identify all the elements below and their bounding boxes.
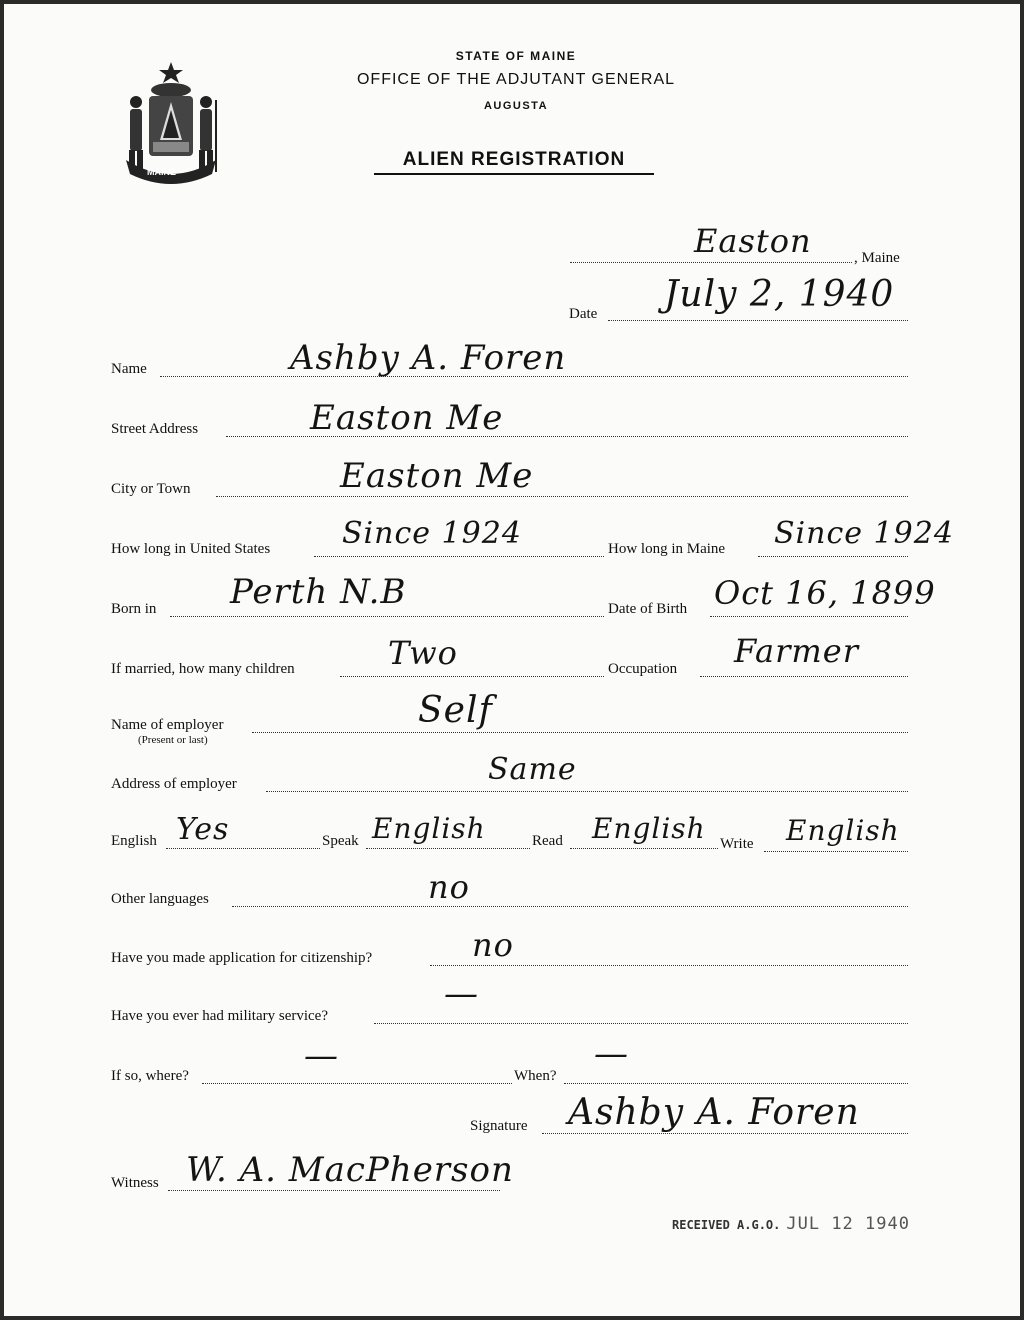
children-value: Two — [388, 634, 458, 672]
city-label: City or Town — [111, 481, 191, 497]
employer-value: Self — [418, 690, 493, 731]
place-suffix: , Maine — [854, 250, 900, 266]
occupation-line — [700, 676, 908, 677]
received-stamp-label: RECEIVED A.G.O. — [672, 1218, 781, 1232]
born-line — [170, 616, 604, 617]
employer-address-label: Address of employer — [111, 776, 237, 792]
witness-value: W. A. MacPherson — [186, 1150, 514, 1190]
dob-value: Oct 16, 1899 — [714, 574, 936, 612]
military-line — [374, 1023, 908, 1024]
where-line — [202, 1083, 512, 1084]
received-stamp — [672, 1214, 910, 1234]
english-line — [166, 848, 320, 849]
office-heading: OFFICE OF THE ADJUTANT GENERAL — [356, 71, 676, 88]
city-heading: AUGUSTA — [483, 100, 549, 112]
write-value: English — [786, 814, 900, 847]
us-time-value: Since 1924 — [342, 516, 522, 551]
signature-line — [542, 1133, 908, 1134]
date-line — [608, 320, 908, 321]
write-line — [764, 851, 908, 852]
registration-form — [4, 4, 1020, 1316]
other-languages-line — [232, 906, 908, 907]
occupation-label: Occupation — [608, 661, 678, 677]
where-value: — — [304, 1036, 339, 1076]
born-value: Perth N.B — [230, 572, 407, 612]
read-line — [570, 848, 718, 849]
speak-value: English — [372, 812, 486, 845]
military-label: Have you ever had military service? — [111, 1008, 328, 1024]
citizenship-value: no — [472, 926, 514, 964]
english-label: English — [111, 833, 157, 849]
when-value: — — [594, 1034, 629, 1074]
name-label: Name — [111, 361, 147, 377]
city-line — [216, 496, 908, 497]
employer-address-value: Same — [488, 752, 577, 787]
signature-value: Ashby A. Foren — [568, 1092, 860, 1133]
born-label: Born in — [111, 601, 157, 617]
received-stamp-date: JUL 12 1940 — [786, 1214, 910, 1234]
place-line — [570, 262, 852, 263]
maine-time-value: Since 1924 — [774, 516, 954, 551]
citizenship-label: Have you made application for citizenship? — [111, 950, 373, 966]
dob-label: Date of Birth — [608, 601, 688, 617]
witness-label: Witness — [111, 1175, 159, 1191]
read-value: English — [592, 812, 706, 845]
city-value: Easton Me — [340, 456, 534, 496]
maine-time-line — [758, 556, 908, 557]
form-title: ALIEN REGISTRATION — [374, 149, 654, 175]
employer-line — [252, 732, 908, 733]
employer-label: Name of employer — [111, 717, 224, 733]
other-languages-value: no — [428, 868, 470, 906]
read-label: Read — [532, 833, 563, 849]
date-value: July 2, 1940 — [664, 274, 895, 315]
street-value: Easton Me — [310, 398, 504, 438]
date-label: Date — [569, 306, 598, 322]
speak-label: Speak — [322, 833, 359, 849]
state-heading: STATE OF MAINE — [455, 49, 577, 63]
place-value: Easton — [694, 222, 812, 260]
dob-line — [710, 616, 908, 617]
occupation-value: Farmer — [734, 632, 859, 670]
maine-time-label: How long in Maine — [608, 541, 726, 557]
english-value: Yes — [176, 812, 230, 847]
where-label: If so, where? — [111, 1068, 189, 1084]
when-line — [564, 1083, 908, 1084]
citizenship-line — [430, 965, 908, 966]
military-value: — — [444, 974, 479, 1014]
seal-banner-text: MAINE — [147, 167, 176, 177]
us-time-label: How long in United States — [111, 541, 271, 557]
write-label: Write — [720, 836, 754, 852]
employer-sublabel: (Present or last) — [138, 734, 208, 746]
children-label: If married, how many children — [111, 661, 295, 677]
other-languages-label: Other languages — [111, 891, 209, 907]
children-line — [340, 676, 604, 677]
speak-line — [366, 848, 530, 849]
witness-line — [168, 1190, 500, 1191]
street-label: Street Address — [111, 421, 199, 437]
signature-label: Signature — [470, 1118, 528, 1134]
us-time-line — [314, 556, 604, 557]
when-label: When? — [514, 1068, 557, 1084]
employer-address-line — [266, 791, 908, 792]
name-value: Ashby A. Foren — [290, 338, 567, 378]
